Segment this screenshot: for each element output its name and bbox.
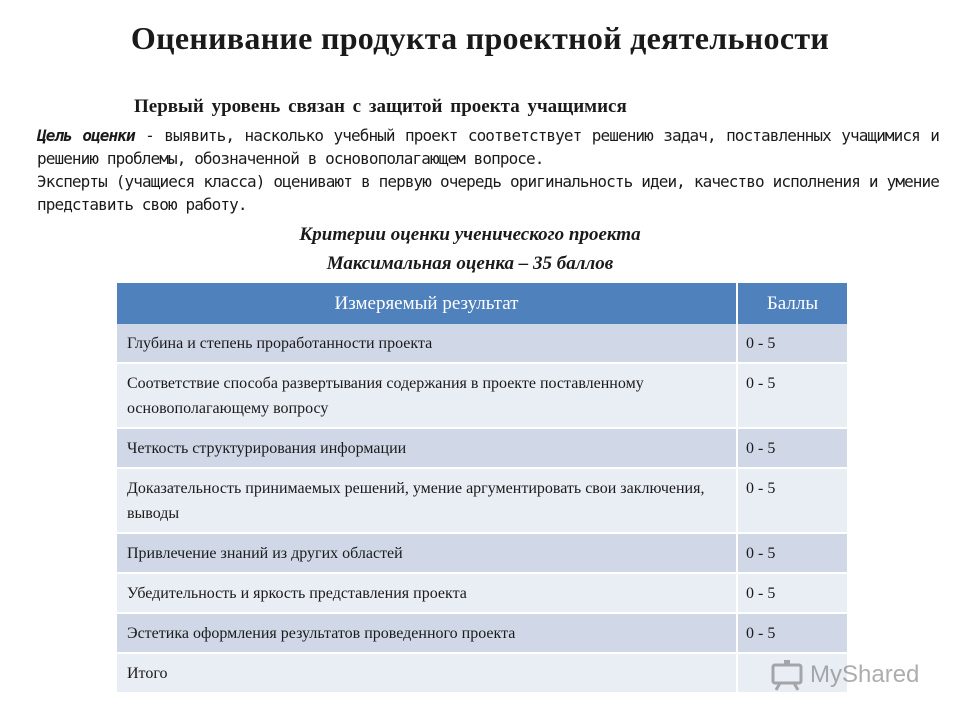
table-row (117, 653, 847, 693)
watermark (770, 657, 919, 693)
criteria-table (117, 283, 847, 694)
experts-paragraph: Эксперты (учащиеся класса) оценивают в первую очередь оригинальность идеи, качество исполнения и умение представить свою работу. (37, 172, 939, 214)
table-row (117, 573, 847, 613)
points-cell: 0 - 5 (737, 533, 847, 573)
page-title: Оценивание продукта проектной деятельности (130, 20, 830, 56)
table-header-row (117, 283, 847, 324)
goal-text: - выявить, насколько учебный проект соответствует решению задач, поставленных учащимися и решению проблемы, обозначенной в основополагающем вопросе. (37, 126, 939, 168)
criteria-max-score: Максимальная оценка – 35 баллов (326, 253, 614, 274)
goal-label: Цель оценки (37, 126, 135, 145)
points-cell: 0 - 5 (737, 573, 847, 613)
points-cell: 0 - 5 (737, 613, 847, 653)
result-cell: Итого (117, 653, 737, 693)
table-row (117, 324, 847, 363)
table-row (117, 468, 847, 533)
points-cell: 0 - 5 (737, 363, 847, 428)
goal-paragraph (37, 124, 939, 170)
criteria-title: Критерии оценки ученического проекта (299, 224, 641, 245)
table-row (117, 613, 847, 653)
table-row (117, 428, 847, 468)
table-row (117, 363, 847, 428)
points-cell: 0 - 5 (737, 324, 847, 363)
watermark-text: MyShared (810, 661, 920, 688)
result-cell: Эстетика оформления результатов проведенного проекта (117, 613, 737, 653)
header-result: Измеряемый результат (117, 283, 737, 324)
result-cell: Привлечение знаний из других областей (117, 533, 737, 573)
result-cell: Соответствие способа развертывания содержания в проекте поставленному основополагающему вопросу (117, 363, 737, 428)
points-cell: 0 - 5 (737, 468, 847, 533)
points-cell: 0 - 5 (737, 428, 847, 468)
result-cell: Доказательность принимаемых решений, умение аргументировать свои заключения, выводы (117, 468, 737, 533)
presentation-board-icon (770, 659, 804, 691)
result-cell: Четкость структурирования информации (117, 428, 737, 468)
table-row (117, 533, 847, 573)
header-points: Баллы (737, 283, 847, 324)
result-cell: Убедительность и яркость представления проекта (117, 573, 737, 613)
subtitle: Первый уровень связан с защитой проекта учащимися (134, 96, 627, 117)
result-cell: Глубина и степень проработанности проекта (117, 324, 737, 363)
